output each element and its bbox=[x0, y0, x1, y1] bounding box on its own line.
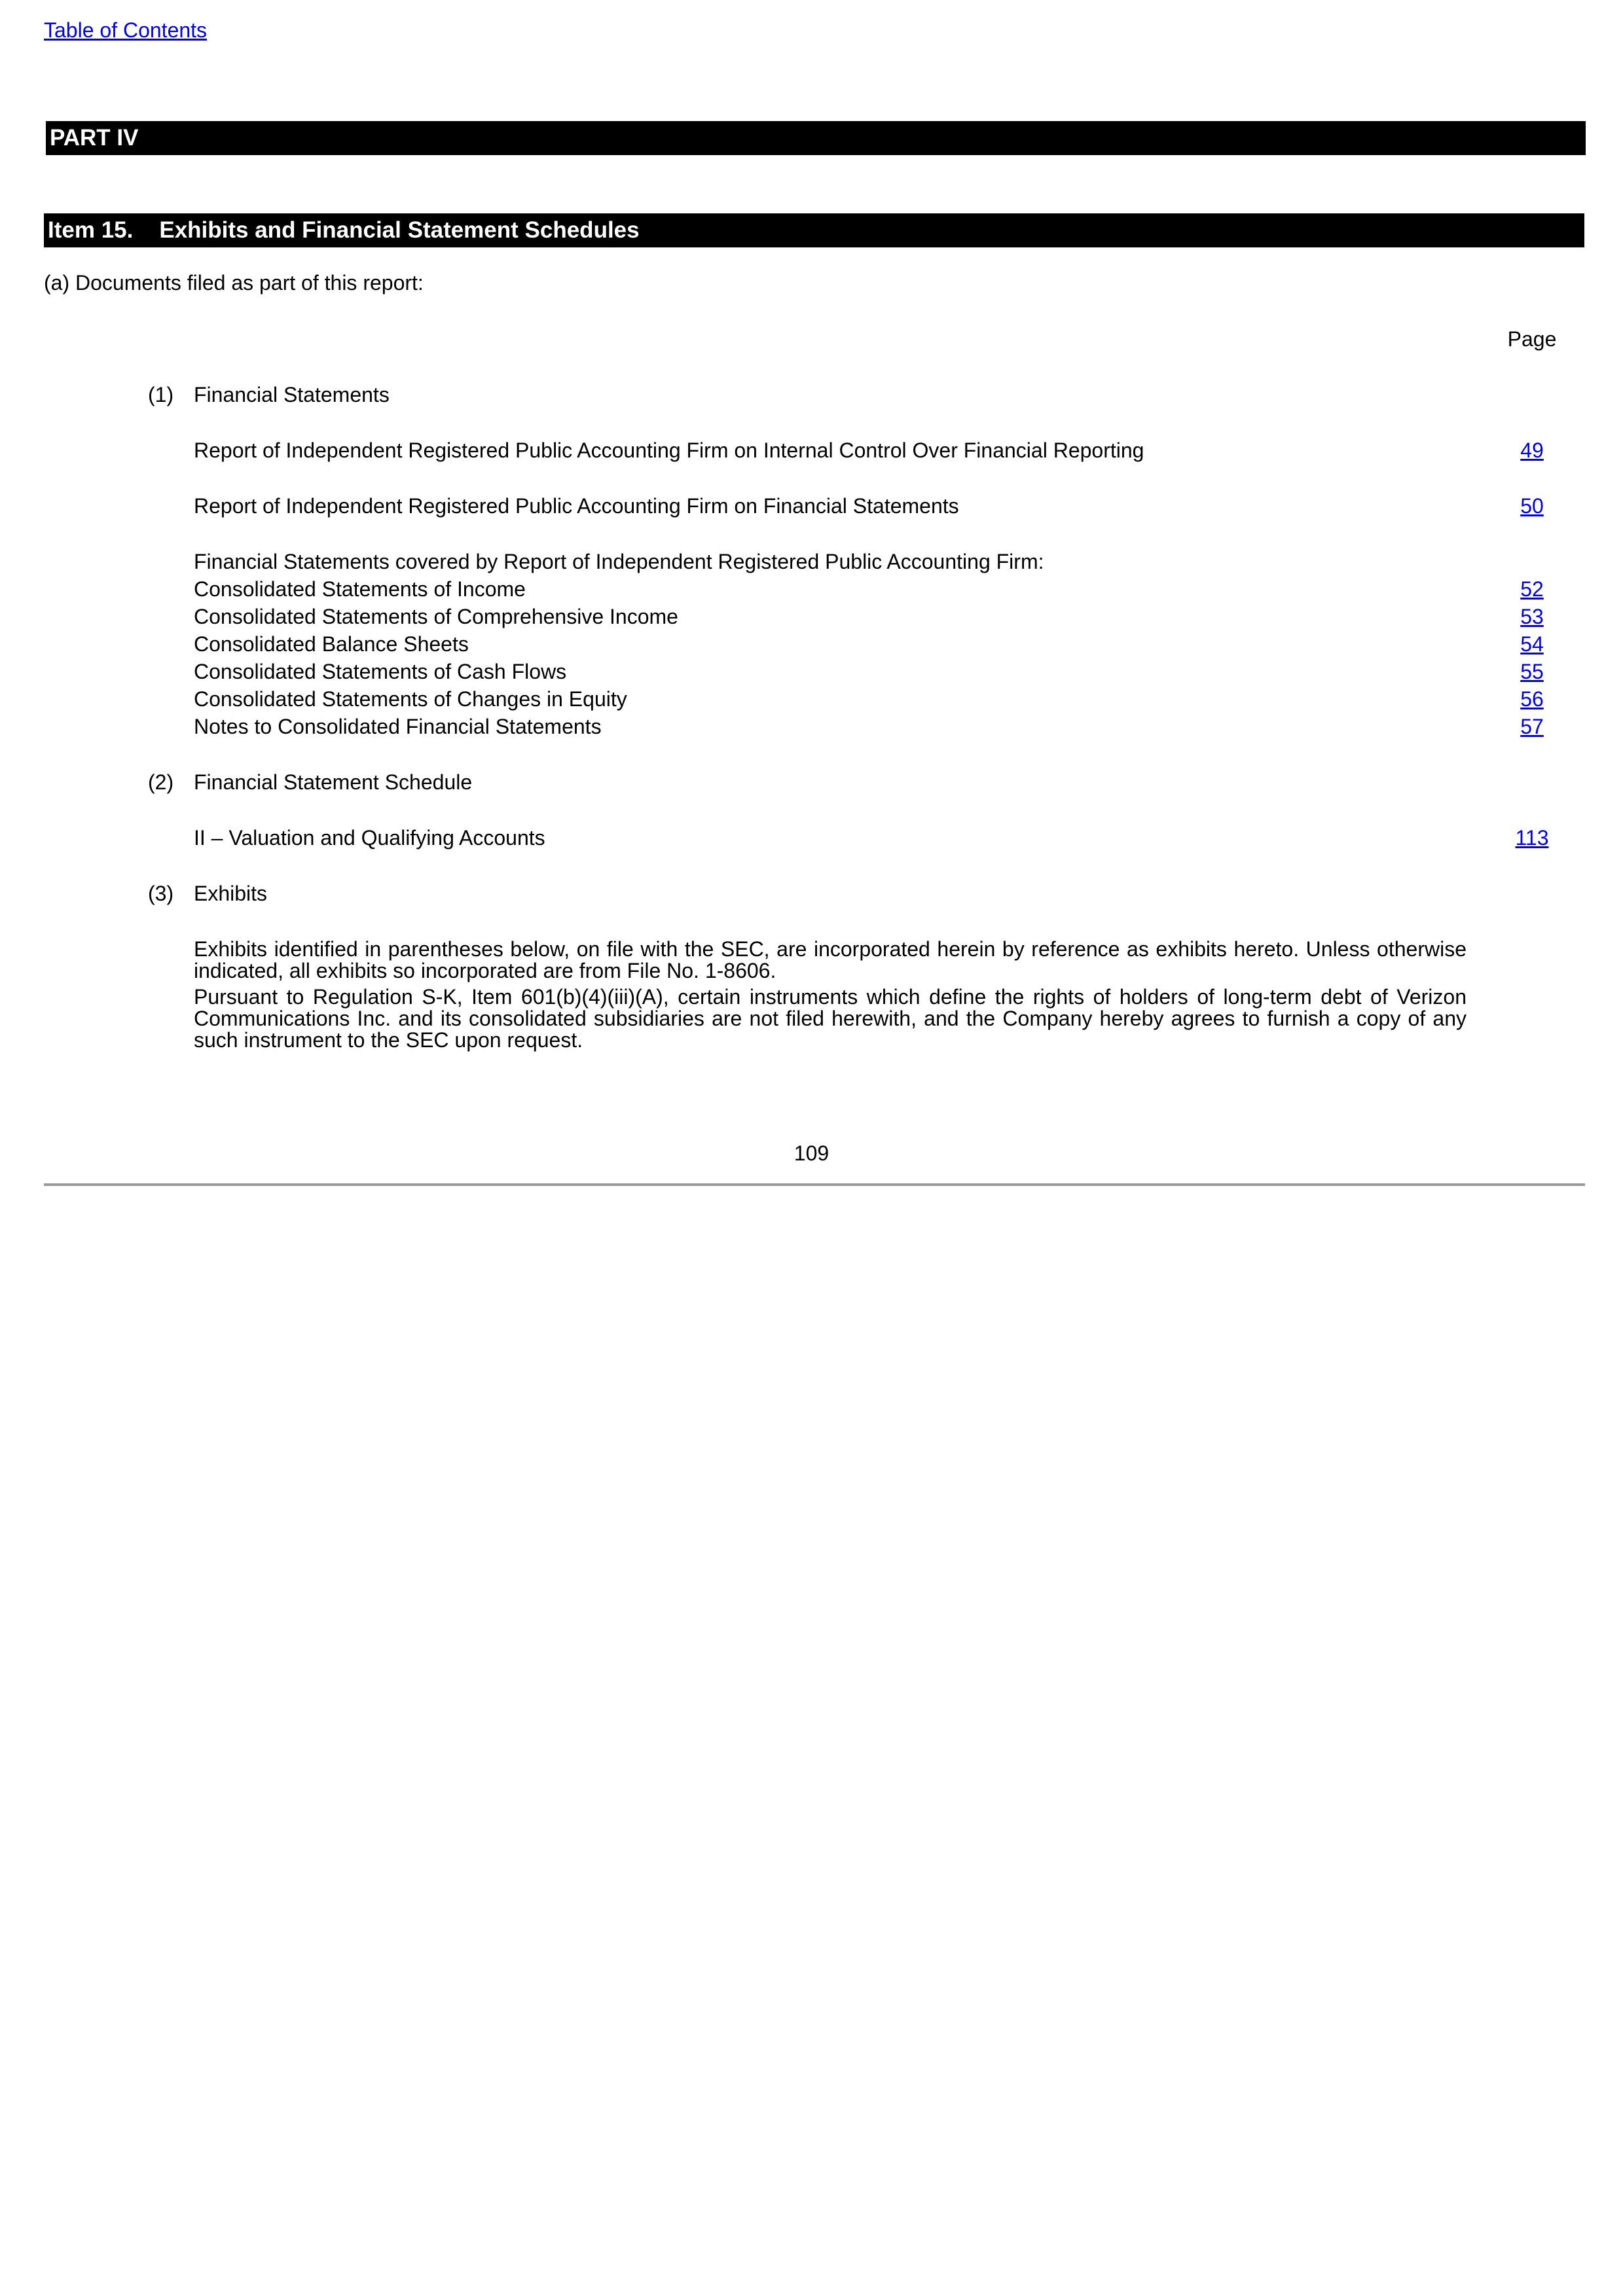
notes-page-link[interactable]: 57 bbox=[1520, 715, 1544, 738]
section-3-number: (3) bbox=[148, 882, 174, 905]
item-heading bbox=[44, 213, 1584, 247]
statement-cash-flows-label: Consolidated Statements of Cash Flows bbox=[194, 660, 567, 683]
intro-text: (a) Documents filed as part of this report: bbox=[44, 271, 424, 295]
page-column-header: Page bbox=[1507, 327, 1557, 351]
statement-income-label: Consolidated Statements of Income bbox=[194, 577, 526, 601]
section-2-number: (2) bbox=[148, 770, 174, 794]
item-number: Item 15. bbox=[48, 217, 134, 243]
item-title: Exhibits and Financial Statement Schedules bbox=[159, 217, 640, 243]
report-financial-statements-label: Report of Independent Registered Public Accounting Firm on Financial Statements bbox=[194, 494, 959, 518]
report-internal-control-page-link[interactable]: 49 bbox=[1520, 439, 1544, 462]
exhibits-paragraph-1: Exhibits identified in parentheses below, on file with the SEC, are incorporated herein by reference as exhibits hereto. Unless otherwise indicated, all exhibits so incorporated are from File No. 1-8606. bbox=[194, 937, 1467, 982]
part-heading bbox=[46, 121, 1586, 155]
valuation-accounts-label: II – Valuation and Qualifying Accounts bbox=[194, 826, 545, 850]
section-3-title: Exhibits bbox=[194, 882, 268, 905]
valuation-accounts-page-link[interactable]: 113 bbox=[1515, 826, 1549, 850]
statement-income-page-link[interactable]: 52 bbox=[1520, 577, 1544, 601]
report-financial-statements-page-link[interactable]: 50 bbox=[1520, 494, 1544, 518]
exhibits-paragraph-2: Pursuant to Regulation S-K, Item 601(b)(4)(iii)(A), certain instruments which define the rights of holders of long-term debt of Verizon Communications Inc. and its consolidated subsidiaries are not filed herewith, and the Company hereby agrees to furnish a copy of any such instrument to the SEC upon request. bbox=[194, 985, 1467, 1052]
page-divider bbox=[44, 1183, 1585, 1186]
page-number: 109 bbox=[793, 1141, 830, 1165]
section-1-title: Financial Statements bbox=[194, 383, 390, 406]
part-title: PART IV bbox=[50, 125, 139, 151]
table-of-contents-link[interactable]: Table of Contents bbox=[44, 18, 208, 42]
section-2-title: Financial Statement Schedule bbox=[194, 770, 473, 794]
notes-label: Notes to Consolidated Financial Statements bbox=[194, 715, 602, 738]
balance-sheets-label: Consolidated Balance Sheets bbox=[194, 632, 469, 656]
statement-cash-flows-page-link[interactable]: 55 bbox=[1520, 660, 1544, 683]
statement-changes-equity-page-link[interactable]: 56 bbox=[1520, 687, 1544, 711]
section-1-number: (1) bbox=[148, 383, 174, 406]
statement-changes-equity-label: Consolidated Statements of Changes in Equity bbox=[194, 687, 627, 711]
report-internal-control-label: Report of Independent Registered Public Accounting Firm on Internal Control Over Financial Reporting bbox=[194, 439, 1144, 462]
covered-statements-heading: Financial Statements covered by Report of Independent Registered Public Accounting Firm: bbox=[194, 550, 1044, 573]
balance-sheets-page-link[interactable]: 54 bbox=[1520, 632, 1544, 656]
statement-comprehensive-income-label: Consolidated Statements of Comprehensive Income bbox=[194, 605, 678, 628]
statement-comprehensive-income-page-link[interactable]: 53 bbox=[1520, 605, 1544, 628]
